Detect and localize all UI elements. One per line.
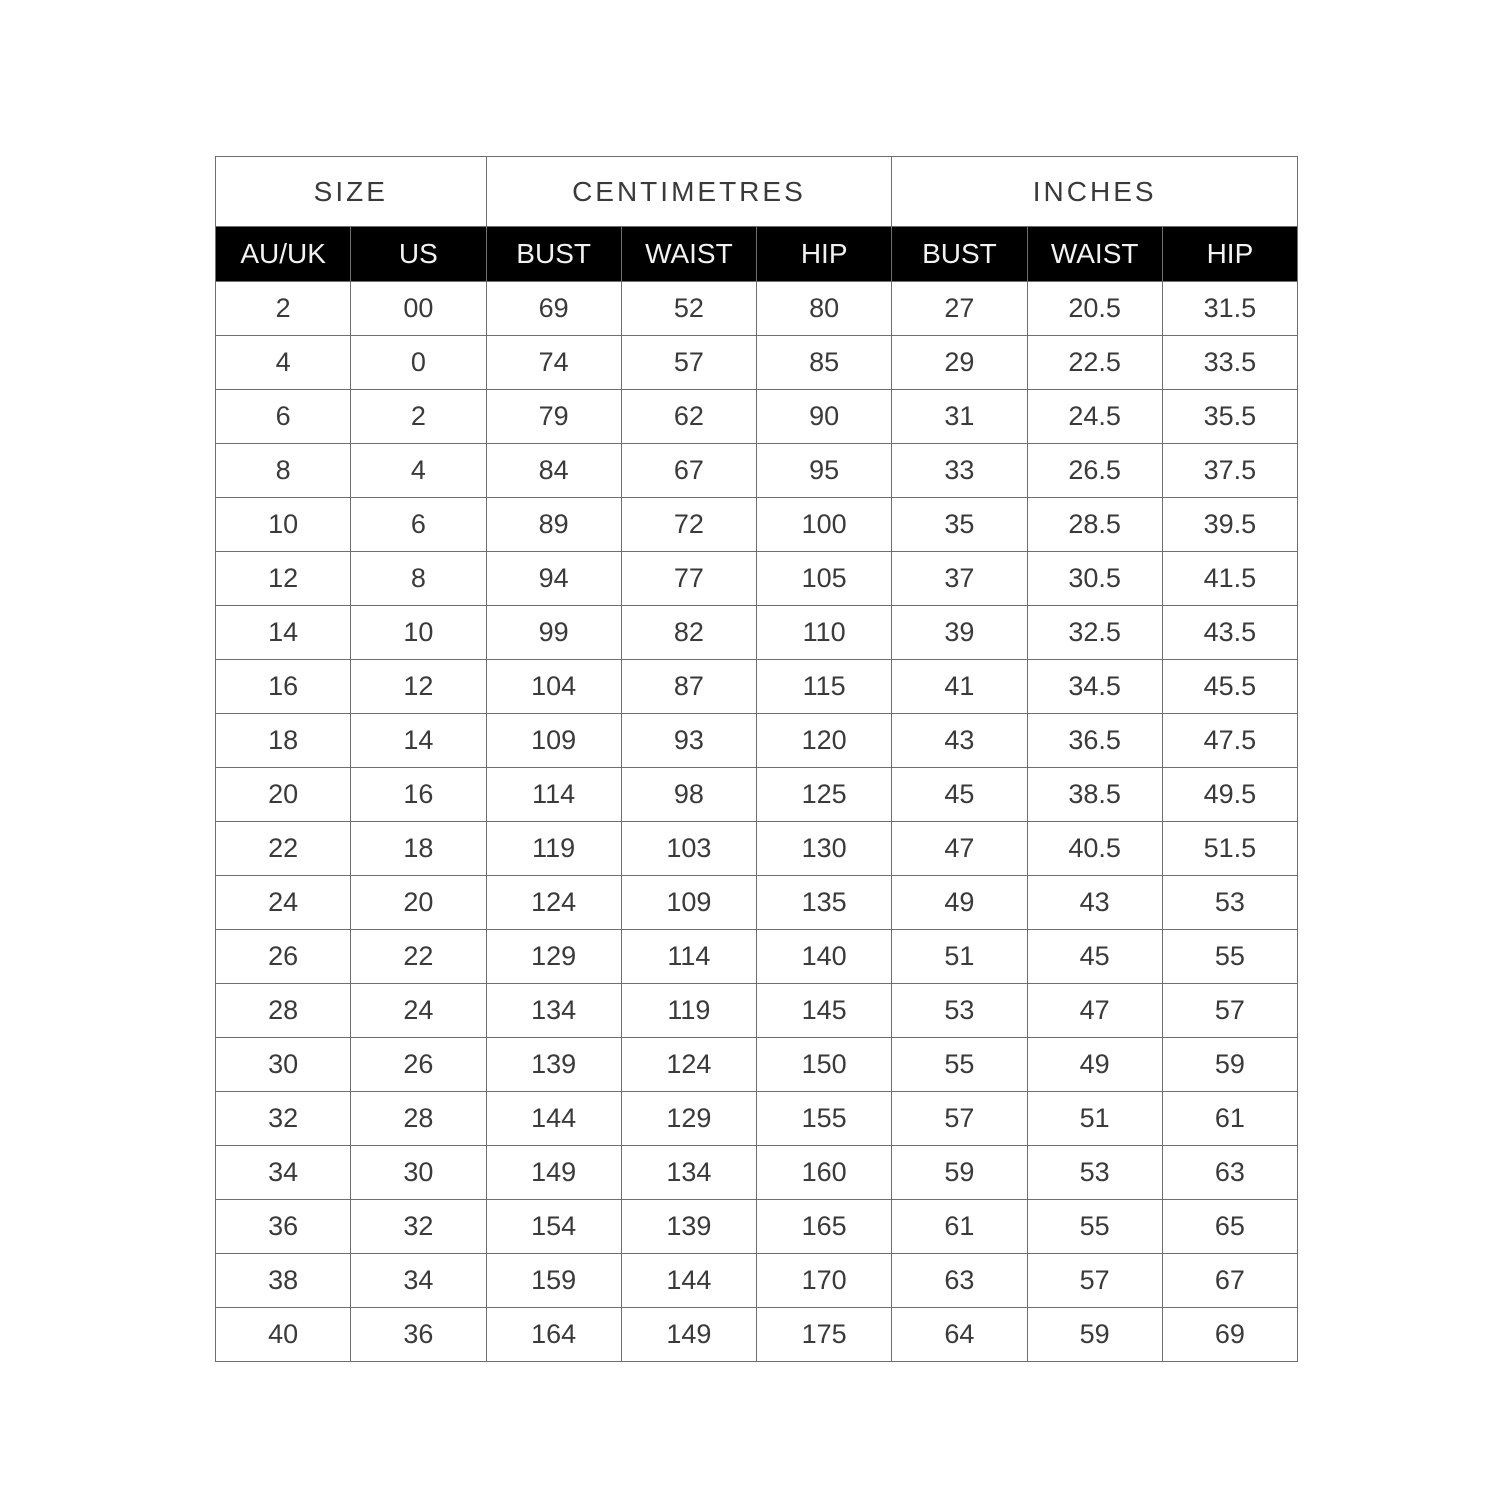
column-header-au-uk: AU/UK xyxy=(216,227,351,282)
cell-us: 0 xyxy=(351,336,486,390)
cell-cm-hip: 80 xyxy=(757,282,892,336)
cell-in-bust: 47 xyxy=(892,822,1027,876)
table-row xyxy=(216,714,1298,768)
cell-cm-hip: 100 xyxy=(757,498,892,552)
cell-in-waist: 49 xyxy=(1027,1038,1162,1092)
cell-cm-waist: 103 xyxy=(621,822,756,876)
cell-cm-waist: 82 xyxy=(621,606,756,660)
cell-us: 16 xyxy=(351,768,486,822)
cell-in-bust: 63 xyxy=(892,1254,1027,1308)
cell-in-waist: 47 xyxy=(1027,984,1162,1038)
cell-au-uk: 8 xyxy=(216,444,351,498)
cell-cm-waist: 119 xyxy=(621,984,756,1038)
cell-cm-hip: 105 xyxy=(757,552,892,606)
cell-cm-hip: 125 xyxy=(757,768,892,822)
cell-in-bust: 53 xyxy=(892,984,1027,1038)
cell-cm-waist: 62 xyxy=(621,390,756,444)
table-row xyxy=(216,282,1298,336)
table-row xyxy=(216,1254,1298,1308)
cell-in-hip: 61 xyxy=(1162,1092,1297,1146)
cell-cm-hip: 90 xyxy=(757,390,892,444)
cell-cm-bust: 124 xyxy=(486,876,621,930)
cell-in-waist: 55 xyxy=(1027,1200,1162,1254)
group-header-size: SIZE xyxy=(216,157,487,227)
cell-cm-waist: 72 xyxy=(621,498,756,552)
cell-in-bust: 49 xyxy=(892,876,1027,930)
cell-us: 24 xyxy=(351,984,486,1038)
cell-us: 14 xyxy=(351,714,486,768)
cell-cm-waist: 109 xyxy=(621,876,756,930)
cell-cm-waist: 139 xyxy=(621,1200,756,1254)
cell-us: 32 xyxy=(351,1200,486,1254)
cell-us: 8 xyxy=(351,552,486,606)
cell-au-uk: 36 xyxy=(216,1200,351,1254)
table-row xyxy=(216,606,1298,660)
cell-us: 36 xyxy=(351,1308,486,1362)
cell-in-bust: 29 xyxy=(892,336,1027,390)
cell-us: 10 xyxy=(351,606,486,660)
cell-in-bust: 45 xyxy=(892,768,1027,822)
cell-in-hip: 49.5 xyxy=(1162,768,1297,822)
cell-au-uk: 32 xyxy=(216,1092,351,1146)
column-header-cm-bust: BUST xyxy=(486,227,621,282)
cell-cm-bust: 104 xyxy=(486,660,621,714)
cell-us: 28 xyxy=(351,1092,486,1146)
table-row xyxy=(216,336,1298,390)
cell-au-uk: 12 xyxy=(216,552,351,606)
cell-us: 22 xyxy=(351,930,486,984)
group-header-centimetres: CENTIMETRES xyxy=(486,157,892,227)
cell-cm-hip: 130 xyxy=(757,822,892,876)
cell-in-waist: 34.5 xyxy=(1027,660,1162,714)
cell-cm-waist: 144 xyxy=(621,1254,756,1308)
cell-cm-waist: 149 xyxy=(621,1308,756,1362)
cell-au-uk: 34 xyxy=(216,1146,351,1200)
cell-au-uk: 4 xyxy=(216,336,351,390)
cell-cm-bust: 149 xyxy=(486,1146,621,1200)
cell-cm-waist: 124 xyxy=(621,1038,756,1092)
cell-in-bust: 27 xyxy=(892,282,1027,336)
table-row xyxy=(216,984,1298,1038)
cell-cm-bust: 144 xyxy=(486,1092,621,1146)
table-row xyxy=(216,1146,1298,1200)
cell-in-hip: 53 xyxy=(1162,876,1297,930)
cell-in-bust: 35 xyxy=(892,498,1027,552)
cell-in-hip: 55 xyxy=(1162,930,1297,984)
table-row xyxy=(216,876,1298,930)
column-header-cm-hip: HIP xyxy=(757,227,892,282)
cell-au-uk: 20 xyxy=(216,768,351,822)
table-row xyxy=(216,444,1298,498)
cell-cm-waist: 93 xyxy=(621,714,756,768)
cell-in-hip: 39.5 xyxy=(1162,498,1297,552)
cell-au-uk: 30 xyxy=(216,1038,351,1092)
cell-in-bust: 57 xyxy=(892,1092,1027,1146)
cell-cm-bust: 69 xyxy=(486,282,621,336)
cell-cm-waist: 134 xyxy=(621,1146,756,1200)
cell-au-uk: 2 xyxy=(216,282,351,336)
cell-cm-hip: 150 xyxy=(757,1038,892,1092)
cell-in-waist: 38.5 xyxy=(1027,768,1162,822)
table-row xyxy=(216,390,1298,444)
cell-cm-bust: 109 xyxy=(486,714,621,768)
cell-in-waist: 36.5 xyxy=(1027,714,1162,768)
cell-cm-hip: 85 xyxy=(757,336,892,390)
group-header-row xyxy=(216,157,1298,227)
cell-cm-hip: 155 xyxy=(757,1092,892,1146)
cell-au-uk: 18 xyxy=(216,714,351,768)
cell-cm-waist: 67 xyxy=(621,444,756,498)
cell-cm-waist: 52 xyxy=(621,282,756,336)
cell-in-hip: 35.5 xyxy=(1162,390,1297,444)
cell-cm-hip: 145 xyxy=(757,984,892,1038)
cell-cm-bust: 119 xyxy=(486,822,621,876)
cell-in-bust: 31 xyxy=(892,390,1027,444)
cell-in-hip: 41.5 xyxy=(1162,552,1297,606)
cell-in-bust: 43 xyxy=(892,714,1027,768)
cell-in-bust: 61 xyxy=(892,1200,1027,1254)
column-header-cm-waist: WAIST xyxy=(621,227,756,282)
column-header-us: US xyxy=(351,227,486,282)
table-row xyxy=(216,930,1298,984)
cell-au-uk: 10 xyxy=(216,498,351,552)
cell-cm-hip: 175 xyxy=(757,1308,892,1362)
cell-cm-bust: 89 xyxy=(486,498,621,552)
cell-us: 6 xyxy=(351,498,486,552)
cell-in-hip: 33.5 xyxy=(1162,336,1297,390)
cell-cm-bust: 74 xyxy=(486,336,621,390)
cell-in-hip: 59 xyxy=(1162,1038,1297,1092)
cell-in-waist: 59 xyxy=(1027,1308,1162,1362)
cell-in-bust: 37 xyxy=(892,552,1027,606)
column-header-row xyxy=(216,227,1298,282)
cell-in-hip: 45.5 xyxy=(1162,660,1297,714)
cell-cm-waist: 57 xyxy=(621,336,756,390)
cell-in-waist: 26.5 xyxy=(1027,444,1162,498)
cell-au-uk: 16 xyxy=(216,660,351,714)
group-header-inches: INCHES xyxy=(892,157,1298,227)
cell-in-hip: 51.5 xyxy=(1162,822,1297,876)
cell-cm-waist: 87 xyxy=(621,660,756,714)
column-header-in-bust: BUST xyxy=(892,227,1027,282)
column-header-in-waist: WAIST xyxy=(1027,227,1162,282)
cell-in-hip: 57 xyxy=(1162,984,1297,1038)
cell-cm-hip: 95 xyxy=(757,444,892,498)
cell-in-hip: 67 xyxy=(1162,1254,1297,1308)
cell-in-waist: 45 xyxy=(1027,930,1162,984)
cell-au-uk: 38 xyxy=(216,1254,351,1308)
table-row xyxy=(216,1038,1298,1092)
cell-cm-bust: 154 xyxy=(486,1200,621,1254)
cell-in-waist: 32.5 xyxy=(1027,606,1162,660)
cell-in-waist: 51 xyxy=(1027,1092,1162,1146)
cell-in-waist: 53 xyxy=(1027,1146,1162,1200)
table-row xyxy=(216,498,1298,552)
cell-in-bust: 64 xyxy=(892,1308,1027,1362)
cell-in-waist: 57 xyxy=(1027,1254,1162,1308)
cell-cm-bust: 129 xyxy=(486,930,621,984)
cell-in-waist: 22.5 xyxy=(1027,336,1162,390)
cell-cm-hip: 110 xyxy=(757,606,892,660)
cell-cm-hip: 165 xyxy=(757,1200,892,1254)
cell-us: 00 xyxy=(351,282,486,336)
table-row xyxy=(216,552,1298,606)
cell-in-hip: 65 xyxy=(1162,1200,1297,1254)
cell-cm-bust: 99 xyxy=(486,606,621,660)
table-row xyxy=(216,768,1298,822)
cell-cm-bust: 134 xyxy=(486,984,621,1038)
table-row xyxy=(216,660,1298,714)
cell-us: 4 xyxy=(351,444,486,498)
cell-cm-waist: 98 xyxy=(621,768,756,822)
cell-in-hip: 43.5 xyxy=(1162,606,1297,660)
cell-us: 12 xyxy=(351,660,486,714)
cell-cm-hip: 115 xyxy=(757,660,892,714)
cell-au-uk: 22 xyxy=(216,822,351,876)
cell-in-waist: 30.5 xyxy=(1027,552,1162,606)
cell-au-uk: 40 xyxy=(216,1308,351,1362)
cell-au-uk: 28 xyxy=(216,984,351,1038)
cell-in-hip: 69 xyxy=(1162,1308,1297,1362)
cell-cm-waist: 114 xyxy=(621,930,756,984)
cell-in-waist: 20.5 xyxy=(1027,282,1162,336)
table-row xyxy=(216,1200,1298,1254)
cell-cm-bust: 164 xyxy=(486,1308,621,1362)
cell-us: 34 xyxy=(351,1254,486,1308)
cell-in-hip: 47.5 xyxy=(1162,714,1297,768)
cell-cm-bust: 94 xyxy=(486,552,621,606)
cell-cm-bust: 84 xyxy=(486,444,621,498)
cell-cm-bust: 159 xyxy=(486,1254,621,1308)
cell-in-waist: 24.5 xyxy=(1027,390,1162,444)
cell-in-waist: 43 xyxy=(1027,876,1162,930)
cell-us: 2 xyxy=(351,390,486,444)
column-header-in-hip: HIP xyxy=(1162,227,1297,282)
cell-in-bust: 33 xyxy=(892,444,1027,498)
cell-cm-waist: 129 xyxy=(621,1092,756,1146)
cell-cm-waist: 77 xyxy=(621,552,756,606)
cell-in-waist: 40.5 xyxy=(1027,822,1162,876)
cell-cm-hip: 170 xyxy=(757,1254,892,1308)
cell-cm-bust: 139 xyxy=(486,1038,621,1092)
table-row xyxy=(216,1092,1298,1146)
cell-au-uk: 6 xyxy=(216,390,351,444)
cell-au-uk: 14 xyxy=(216,606,351,660)
cell-in-hip: 63 xyxy=(1162,1146,1297,1200)
cell-in-waist: 28.5 xyxy=(1027,498,1162,552)
table-body xyxy=(216,282,1298,1362)
cell-in-bust: 39 xyxy=(892,606,1027,660)
size-chart-table xyxy=(215,156,1298,1362)
cell-in-bust: 51 xyxy=(892,930,1027,984)
table-row xyxy=(216,822,1298,876)
cell-in-bust: 59 xyxy=(892,1146,1027,1200)
table-row xyxy=(216,1308,1298,1362)
cell-au-uk: 24 xyxy=(216,876,351,930)
cell-us: 20 xyxy=(351,876,486,930)
cell-us: 26 xyxy=(351,1038,486,1092)
cell-us: 30 xyxy=(351,1146,486,1200)
cell-cm-hip: 140 xyxy=(757,930,892,984)
cell-au-uk: 26 xyxy=(216,930,351,984)
cell-cm-bust: 114 xyxy=(486,768,621,822)
cell-in-bust: 41 xyxy=(892,660,1027,714)
cell-cm-hip: 135 xyxy=(757,876,892,930)
cell-cm-bust: 79 xyxy=(486,390,621,444)
cell-us: 18 xyxy=(351,822,486,876)
cell-in-hip: 31.5 xyxy=(1162,282,1297,336)
cell-cm-hip: 160 xyxy=(757,1146,892,1200)
cell-cm-hip: 120 xyxy=(757,714,892,768)
cell-in-hip: 37.5 xyxy=(1162,444,1297,498)
cell-in-bust: 55 xyxy=(892,1038,1027,1092)
